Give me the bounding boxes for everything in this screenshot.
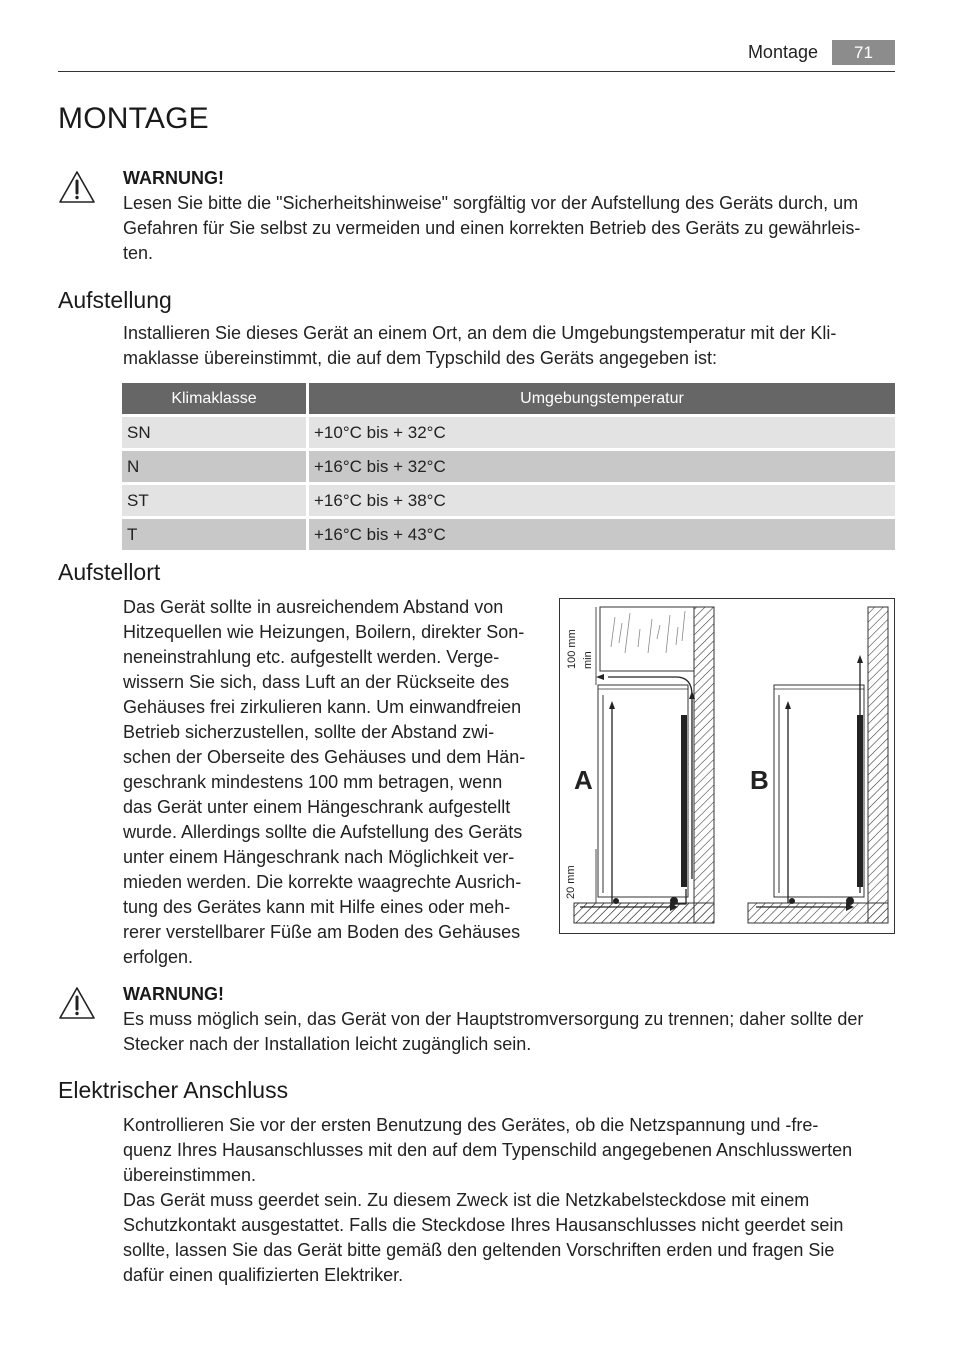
table-cell: +10°C bis + 32°C xyxy=(309,417,895,448)
warning-triangle-icon xyxy=(58,170,96,204)
table-header-klimaklasse: Klimaklasse xyxy=(122,383,309,414)
diagram-label-b: B xyxy=(750,765,769,795)
installation-diagram xyxy=(559,598,895,934)
page-number: 71 xyxy=(832,40,895,65)
table-cell: SN xyxy=(122,417,309,448)
diagram-b xyxy=(748,607,888,923)
table-cell: N xyxy=(122,451,309,482)
elektrisch-text: Kontrollieren Sie vor der ersten Benutzung des Gerätes, ob die Netzspannung und -fre- quenz Ihres Hausanschlusses mit den auf dem Typenschild angegebenen Anschlusswerten übereinstimmen. Das Gerät muss geerdet sein. Zu diesem Zweck ist die Netzkabelsteckdose mit einem Schutzkontakt ausgestattet. Falls die Steckdose Ihres Hausanschlusses nicht geerdet sein sollte, lassen Sie das Gerät bitte gemäß den geltenden Vorschriften erden und fragen Sie dafür einen qualifizierten Elektriker. xyxy=(123,1115,853,1285)
section-heading-aufstellort: Aufstellort xyxy=(58,559,161,585)
table-cell: ST xyxy=(122,485,309,516)
section-heading-elektrischer-anschluss: Elektrischer Anschluss xyxy=(58,1077,289,1103)
table-cell: +16°C bis + 32°C xyxy=(309,451,895,482)
table-row xyxy=(122,417,895,448)
table-cell: +16°C bis + 43°C xyxy=(309,519,895,550)
dimension-label-top: 100 mm xyxy=(566,629,578,669)
warning-title: WARNUNG! xyxy=(123,984,224,1004)
diagram-label-a: A xyxy=(574,765,593,795)
warning-text: Lesen Sie bitte die "Sicherheitshinweise" sorgfältig vor der Aufstellung des Geräts durch, um Gefahren für Sie selbst zu vermeiden und einen korrekten Betrieb des Geräts zu gewährleis- ten. xyxy=(123,193,861,263)
warning-title: WARNUNG! xyxy=(123,168,224,188)
table-cell: +16°C bis + 38°C xyxy=(309,485,895,516)
section-heading-aufstellung: Aufstellung xyxy=(58,287,172,313)
aufstellort-text: Das Gerät sollte in ausreichendem Abstand von Hitzequellen wie Heizungen, Boilern, direkter Son- neneinstrahlung etc. aufgestellt werden. Verge- wissern Sie sich, dass Luft an der Rückseite des Gehäuses frei zirkulieren kann. Um einwandfreien Betrieb sicherzustellen, sollte der Abstand zwi- schen der Oberseite des Gehäuses und dem Hän- geschrank mindestens 100 mm betragen, wenn das Gerät unter einem Hängeschrank aufgestellt wurde. Allerdings sollte die Aufstellung des Geräts unter einem Hängeschrank nach Möglichkeit ver- mieden werden. Die korrekte waagrechte Ausrich- tung des Gerätes kann mit Hilfe eines oder meh- rerer verstellbarer Füße am Boden des Gehäuses erfolgen. xyxy=(123,597,526,967)
header-section-title: Montage xyxy=(747,42,818,62)
page-title: MONTAGE xyxy=(58,102,209,135)
diagram-a xyxy=(565,607,714,923)
table-row xyxy=(122,451,895,482)
climate-class-table xyxy=(122,380,895,553)
table-row xyxy=(122,519,895,550)
aufstellung-text: Installieren Sie dieses Gerät an einem Ort, an dem die Umgebungstemperatur mit der Kli- maklasse übereinstimmt, die auf dem Typschild des Geräts angegeben ist: xyxy=(123,323,837,368)
warning-text: Es muss möglich sein, das Gerät von der Hauptstromversorgung zu trennen; daher sollte der Stecker nach der Installation leicht zugänglich sein. xyxy=(123,1009,864,1054)
page-header xyxy=(58,40,895,72)
dimension-label-bottom: 20 mm xyxy=(565,865,577,899)
table-cell: T xyxy=(122,519,309,550)
table-header-umgebungstemperatur: Umgebungstemperatur xyxy=(309,383,895,414)
table-row xyxy=(122,485,895,516)
dimension-label-top-min: min xyxy=(582,651,594,669)
warning-triangle-icon xyxy=(58,986,96,1020)
